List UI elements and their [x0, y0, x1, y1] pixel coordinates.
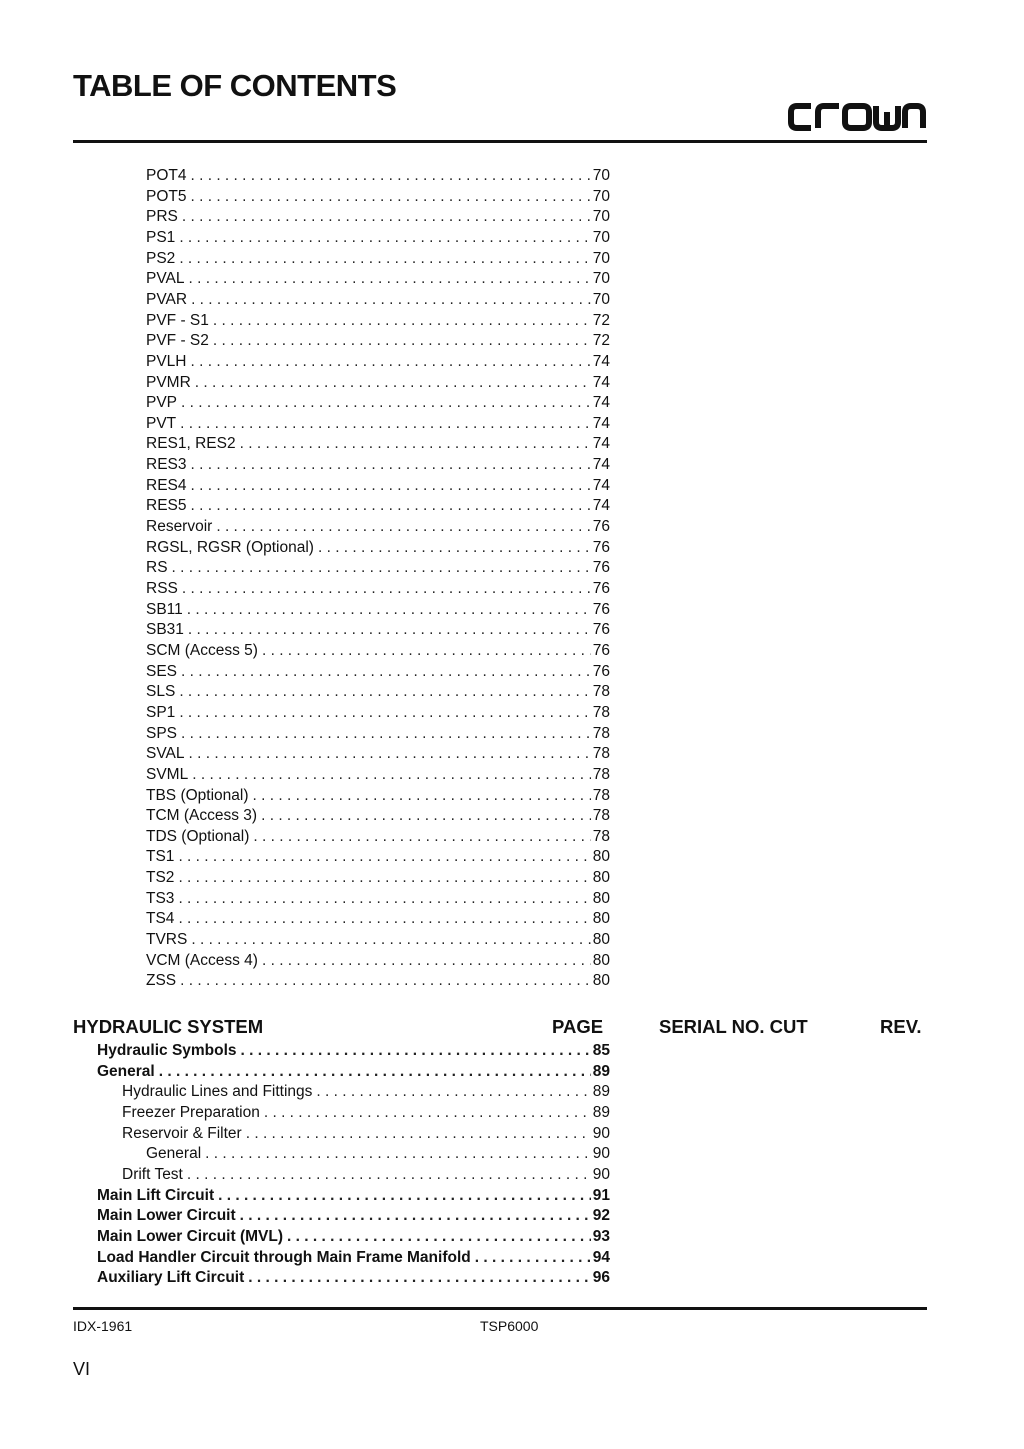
toc-entry-page: 76 — [592, 641, 610, 659]
toc-entry[interactable] — [97, 1227, 610, 1247]
toc-entry-label: Hydraulic Lines and Fittings — [122, 1083, 313, 1101]
dot-leader — [192, 765, 591, 785]
crown-logo — [787, 100, 927, 134]
toc-entry-page: 70 — [592, 249, 610, 267]
toc-entry-label: PVT — [146, 414, 177, 432]
toc-entry-page: 76 — [592, 621, 610, 639]
toc-entry[interactable] — [146, 352, 610, 372]
toc-entry[interactable] — [97, 1206, 610, 1226]
toc-entry-page: 80 — [592, 848, 610, 866]
toc-entry-label: TS2 — [146, 869, 175, 887]
toc-entry-page: 74 — [592, 435, 610, 453]
dot-leader — [216, 517, 590, 537]
toc-entry-page: 85 — [592, 1042, 610, 1059]
toc-entry-label: RES4 — [146, 476, 187, 494]
dot-leader — [475, 1248, 591, 1268]
toc-entry[interactable] — [122, 1165, 610, 1185]
toc-entry-page: 78 — [592, 807, 610, 825]
toc-entry[interactable] — [146, 620, 610, 640]
toc-entry-page: 80 — [592, 869, 610, 887]
toc-entry-page: 80 — [592, 889, 610, 907]
dot-leader — [262, 951, 591, 971]
toc-entry-page: 74 — [592, 414, 610, 432]
toc-entry[interactable] — [146, 951, 610, 971]
doc-id: IDX-1961 — [73, 1318, 133, 1334]
dot-leader — [316, 1082, 590, 1102]
toc-entry[interactable] — [146, 249, 610, 269]
dot-leader — [264, 1103, 591, 1123]
toc-entry-label: PVMR — [146, 373, 191, 391]
toc-entry-label: POT4 — [146, 167, 187, 184]
toc-entry-page: 70 — [592, 208, 610, 226]
toc-entry[interactable] — [146, 909, 610, 929]
toc-entry[interactable] — [146, 703, 610, 723]
dot-leader — [181, 662, 591, 682]
toc-entry[interactable] — [146, 166, 610, 186]
toc-entry-page: 76 — [592, 538, 610, 556]
toc-entry[interactable] — [146, 496, 610, 516]
toc-entry-label: Auxiliary Lift Circuit — [97, 1269, 245, 1287]
toc-entry-page: 76 — [592, 559, 610, 577]
dot-leader — [180, 971, 591, 991]
footer-rule — [73, 1307, 927, 1310]
toc-entry[interactable] — [146, 868, 610, 888]
dot-leader — [213, 311, 591, 331]
toc-entry-page: 78 — [592, 745, 610, 763]
toc-entry-page: 78 — [592, 724, 610, 742]
dot-leader — [262, 641, 591, 661]
toc-entry[interactable] — [146, 414, 610, 434]
toc-entry-page: 78 — [592, 765, 610, 783]
toc-entry[interactable] — [97, 1062, 610, 1082]
toc-entry-page: 80 — [592, 951, 610, 969]
toc-entry[interactable] — [146, 806, 610, 826]
toc-entry-label: Main Lower Circuit — [97, 1207, 236, 1225]
toc-entry[interactable] — [146, 744, 610, 764]
toc-entry[interactable] — [146, 207, 610, 227]
toc-entry-page: 90 — [592, 1124, 610, 1142]
toc-entry-label: PVAR — [146, 290, 188, 308]
toc-entry-label: PVF - S2 — [146, 332, 209, 350]
dot-leader — [261, 806, 591, 826]
toc-entry[interactable] — [146, 765, 610, 785]
dot-leader — [178, 868, 590, 888]
toc-entry[interactable] — [97, 1268, 610, 1288]
dot-leader — [191, 930, 590, 950]
dot-leader — [182, 579, 591, 599]
dot-leader — [178, 909, 590, 929]
dot-leader — [241, 1041, 591, 1061]
toc-entry[interactable] — [122, 1082, 610, 1102]
toc-entry-page: 89 — [592, 1083, 610, 1101]
toc-entry[interactable] — [146, 290, 610, 310]
toc-entry[interactable] — [146, 558, 610, 578]
toc-entry[interactable] — [146, 786, 610, 806]
toc-entry-label: RSS — [146, 580, 178, 597]
toc-entry[interactable] — [146, 847, 610, 867]
dot-leader — [188, 620, 591, 640]
toc-entry-label: SCM (Access 5) — [146, 641, 258, 659]
toc-entry-page: 78 — [592, 683, 610, 701]
toc-entry-page: 70 — [592, 167, 610, 184]
dot-leader — [182, 207, 591, 227]
dot-leader — [178, 847, 590, 867]
toc-entry-label: Freezer Preparation — [122, 1103, 260, 1121]
toc-entry-label: Main Lift Circuit — [97, 1186, 215, 1204]
toc-entry-page: 91 — [592, 1186, 610, 1204]
toc-entry-label: SB31 — [146, 621, 184, 639]
toc-entry-page: 70 — [592, 270, 610, 288]
dot-leader — [191, 496, 591, 516]
toc-entry-page: 89 — [592, 1062, 610, 1080]
toc-entry-page: 76 — [592, 518, 610, 536]
dot-leader — [191, 455, 591, 475]
toc-entry[interactable] — [146, 827, 610, 847]
toc-entry[interactable] — [146, 889, 610, 909]
dot-leader — [213, 331, 591, 351]
toc-entry[interactable] — [146, 228, 610, 248]
toc-entry-label: TBS (Optional) — [146, 786, 249, 804]
toc-entry[interactable] — [146, 455, 610, 475]
toc-entry-page: 89 — [592, 1103, 610, 1121]
toc-entry-page: 78 — [592, 703, 610, 721]
toc-entry-label: RES3 — [146, 456, 187, 474]
toc-entry-page: 74 — [592, 476, 610, 494]
toc-entry-page: 96 — [592, 1269, 610, 1287]
toc-entry-label: RS — [146, 559, 168, 577]
toc-entry-label: PVP — [146, 394, 178, 412]
dot-leader — [205, 1144, 591, 1164]
dot-leader — [189, 269, 591, 289]
toc-entry[interactable] — [97, 1248, 610, 1268]
dot-leader — [191, 352, 591, 372]
dot-leader — [159, 1062, 591, 1082]
dot-leader — [179, 682, 590, 702]
toc-entry-page: 70 — [592, 290, 610, 308]
toc-entry[interactable] — [146, 1144, 610, 1164]
toc-entry-page: 74 — [592, 394, 610, 412]
toc-entry-label: PVAL — [146, 270, 185, 288]
dot-leader — [181, 724, 591, 744]
dot-leader — [181, 393, 591, 413]
toc-entry-label: SES — [146, 662, 178, 680]
toc-entry[interactable] — [97, 1186, 610, 1206]
toc-entry-page: 93 — [592, 1227, 610, 1245]
toc-entry-label: Hydraulic Symbols — [97, 1042, 237, 1059]
toc-entry[interactable] — [146, 538, 610, 558]
toc-entry-page: 70 — [592, 228, 610, 246]
toc-entry-page: 80 — [592, 972, 610, 990]
toc-entry-page: 80 — [592, 931, 610, 949]
toc-entry-label: SPS — [146, 724, 178, 742]
dot-leader — [195, 373, 591, 393]
toc-entry[interactable] — [146, 971, 610, 991]
toc-entry-page: 90 — [592, 1165, 610, 1183]
toc-entry-label: RES5 — [146, 497, 187, 515]
toc-entry-page: 78 — [592, 827, 610, 845]
toc-entry-label: PS2 — [146, 249, 176, 267]
toc-entry-label: TS4 — [146, 910, 175, 928]
toc-entry[interactable] — [146, 517, 610, 537]
dot-leader — [218, 1186, 591, 1206]
dot-leader — [179, 228, 590, 248]
toc-entry-label: VCM (Access 4) — [146, 951, 258, 969]
toc-entry[interactable] — [146, 579, 610, 599]
dot-leader — [180, 414, 591, 434]
header-rule — [73, 140, 927, 143]
toc-entry-page: 90 — [592, 1145, 610, 1163]
toc-entry-page: 74 — [592, 373, 610, 391]
toc-entry-label: Reservoir — [146, 518, 213, 536]
toc-entry[interactable] — [146, 393, 610, 413]
toc-entry-label: TS3 — [146, 889, 175, 907]
page-title: TABLE OF CONTENTS — [73, 68, 397, 103]
dot-leader — [248, 1268, 590, 1288]
toc-entry-label: Main Lower Circuit (MVL) — [97, 1227, 283, 1245]
dot-leader — [187, 1165, 591, 1185]
toc-entry-label: TS1 — [146, 848, 175, 866]
serial-column-header: SERIAL NO. CUT — [659, 1016, 808, 1037]
toc-entry-page: 74 — [592, 497, 610, 515]
dot-leader — [178, 889, 590, 909]
toc-entry-page: 80 — [592, 910, 610, 928]
toc-entry-label: SB11 — [146, 600, 183, 618]
dot-leader — [253, 827, 590, 847]
dot-leader — [179, 249, 590, 269]
toc-entry[interactable] — [122, 1103, 610, 1123]
toc-entry-label: SVAL — [146, 745, 185, 763]
toc-entry-label: RES1, RES2 — [146, 435, 236, 453]
toc-entry[interactable] — [122, 1124, 610, 1144]
dot-leader — [179, 703, 590, 723]
toc-entry-label: ZSS — [146, 972, 177, 990]
toc-entry[interactable] — [146, 331, 610, 351]
toc-entry-label: PRS — [146, 208, 178, 226]
toc-entry-label: PS1 — [146, 228, 176, 246]
toc-entry[interactable] — [146, 724, 610, 744]
rev-column-header: REV. — [880, 1016, 922, 1037]
section-title: HYDRAULIC SYSTEM — [73, 1016, 264, 1037]
dot-leader — [191, 290, 591, 310]
toc-entry[interactable] — [146, 600, 610, 620]
toc-entry-label: General — [97, 1062, 155, 1080]
toc-entry-page: 74 — [592, 352, 610, 370]
model-name: TSP6000 — [480, 1318, 539, 1334]
toc-entry-label: TVRS — [146, 931, 188, 949]
toc-entry[interactable] — [146, 476, 610, 496]
toc-entry-label: RGSL, RGSR (Optional) — [146, 538, 314, 556]
toc-entry-page: 94 — [592, 1248, 610, 1266]
toc-entry-label: Drift Test — [122, 1165, 183, 1183]
page-column-header: PAGE — [552, 1016, 604, 1037]
dot-leader — [190, 166, 590, 186]
toc-entry-page: 74 — [592, 456, 610, 474]
toc-entry-label: PVLH — [146, 352, 187, 370]
dot-leader — [240, 1206, 591, 1226]
toc-entry-page: 70 — [592, 187, 610, 205]
toc-entry-label: Reservoir & Filter — [122, 1124, 242, 1142]
dot-leader — [189, 744, 591, 764]
toc-entry-label: TCM (Access 3) — [146, 807, 258, 825]
toc-entry-label: General — [146, 1145, 202, 1163]
toc-entry[interactable] — [146, 269, 610, 289]
toc-entry-label: SP1 — [146, 703, 176, 721]
dot-leader — [253, 786, 591, 806]
toc-entry-page: 76 — [592, 662, 610, 680]
page-number: VI — [73, 1359, 91, 1379]
toc-entry[interactable] — [146, 662, 610, 682]
toc-entry-page: 78 — [592, 786, 610, 804]
dot-leader — [240, 434, 591, 454]
toc-entry-label: SVML — [146, 765, 189, 783]
toc-entry-label: PVF - S1 — [146, 311, 209, 329]
dot-leader — [190, 187, 590, 207]
toc-entry[interactable] — [146, 682, 610, 702]
toc-entry-page: 76 — [592, 580, 610, 597]
toc-entry-page: 72 — [592, 311, 610, 329]
toc-entry[interactable] — [146, 187, 610, 207]
dot-leader — [191, 476, 591, 496]
toc-entry-page: 76 — [592, 600, 610, 618]
toc-entry[interactable] — [97, 1041, 610, 1061]
dot-leader — [246, 1124, 591, 1144]
toc-entry[interactable] — [146, 373, 610, 393]
dot-leader — [318, 538, 591, 558]
toc-entry-label: SLS — [146, 683, 176, 701]
toc-entry-page: 92 — [592, 1207, 610, 1225]
toc-entry[interactable] — [146, 311, 610, 331]
toc-entry[interactable] — [146, 930, 610, 950]
dot-leader — [187, 600, 591, 620]
toc-entry[interactable] — [146, 641, 610, 661]
dot-leader — [172, 558, 591, 578]
toc-entry[interactable] — [146, 434, 610, 454]
toc-entry-label: Load Handler Circuit through Main Frame Manifold — [97, 1248, 471, 1266]
toc-entry-label: POT5 — [146, 187, 187, 205]
toc-entry-label: TDS (Optional) — [146, 827, 250, 845]
dot-leader — [287, 1227, 591, 1247]
toc-entry-page: 72 — [592, 332, 610, 350]
